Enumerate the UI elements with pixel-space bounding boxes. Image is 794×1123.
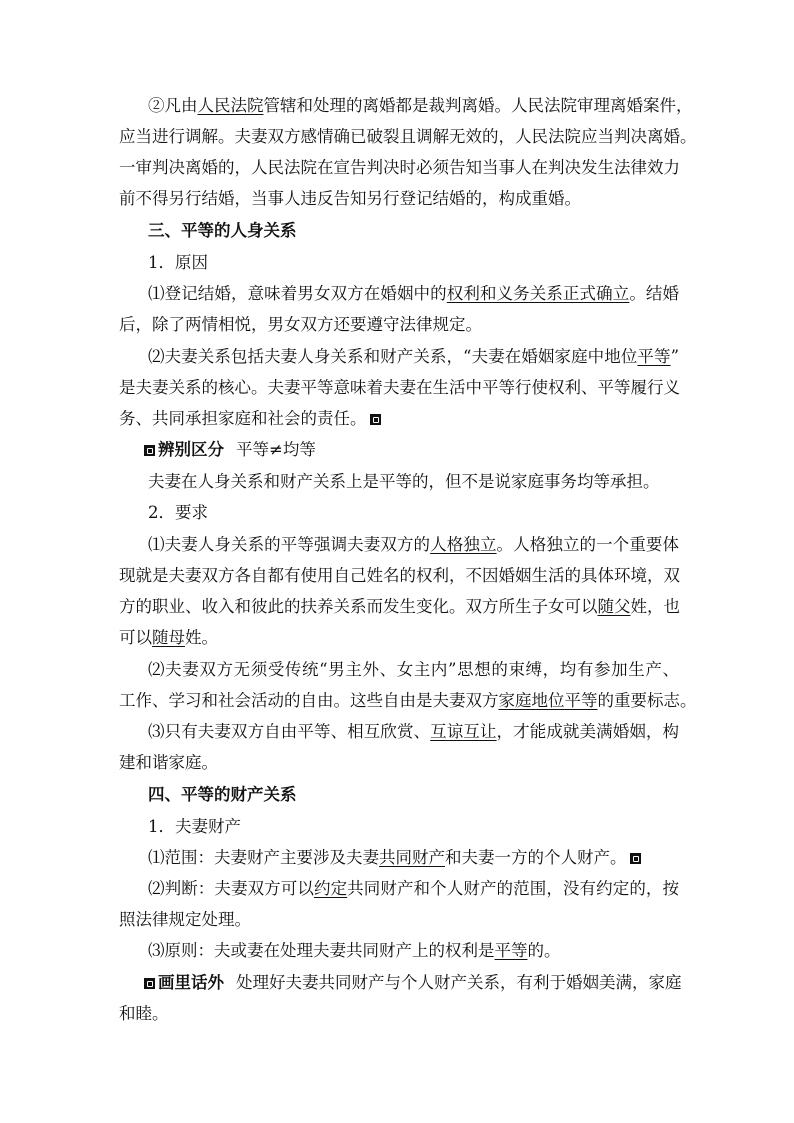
paragraph-line: 前不得另行结婚，当事人违反告知另行登记结婚的，构成重婚。 [119, 189, 581, 208]
text: 工作、学习和社会活动的自由。这些自由是夫妻双方 [119, 691, 499, 710]
note-line [144, 973, 682, 995]
media-marker-icon[interactable] [144, 445, 155, 456]
paragraph-line [119, 691, 697, 713]
underlined-term: 互谅互让 [430, 722, 497, 741]
paragraph-line [148, 535, 679, 557]
subsection-heading: 1．原因 [148, 253, 208, 272]
text: 和夫妻一方的个人财产。 [445, 848, 627, 867]
text: 可以 [119, 628, 152, 647]
paragraph-line: 建和谐家庭。 [119, 753, 218, 772]
paragraph-line [119, 628, 679, 650]
paragraph-line: 一审判决离婚的，人民法院在宣告判决时必须告知当事人在判决发生法律效力 [119, 158, 680, 177]
text: ⑴范围：夫妻财产主要涉及夫妻 [148, 848, 379, 867]
underlined-term: 随母 [152, 628, 185, 647]
paragraph-line [148, 347, 679, 369]
text: 共同财产和个人财产的范围，没有约定的，按 [347, 879, 680, 898]
text: 的。 [527, 941, 561, 960]
paragraph-line: 应当进行调解。夫妻双方感情确已破裂且调解无效的，人民法院应当判决离婚。 [119, 127, 697, 146]
subsection-heading: 1．夫妻财产 [148, 817, 241, 836]
paragraph-line [119, 409, 679, 431]
text: 。结婚 [629, 284, 680, 303]
media-marker-icon[interactable] [630, 853, 641, 864]
text: 姓，也 [630, 597, 680, 616]
text: ⑶原则：夫或妻在处理夫妻共同财产上的权利是 [148, 941, 495, 960]
text: ” [670, 347, 680, 366]
underlined-term: 人格独立 [430, 535, 497, 554]
section-heading: 四、平等的财产关系 [148, 785, 297, 804]
note-text: 和睦。 [119, 1004, 169, 1023]
text: ②凡由 [148, 96, 198, 115]
paragraph-line [148, 96, 693, 118]
underlined-term: 平等 [637, 347, 671, 366]
media-marker-icon[interactable] [144, 978, 155, 989]
paragraph-line: ⑵夫妻双方无须受传统“男主外、女主内”思想的束缚，均有参加生产、 [148, 660, 679, 679]
text: 姓。 [185, 628, 218, 647]
underlined-term: 人民法院 [197, 96, 264, 115]
note-label: 辨别区分 [158, 440, 224, 459]
note-title: 平等≠均等 [236, 440, 316, 459]
underlined-term: 权利和义务关系正式确立 [446, 284, 630, 303]
paragraph-line: 照法律规定处理。 [119, 910, 251, 929]
text: 的重要标志。 [597, 691, 697, 710]
text: 。人格独立的一个重要体 [496, 535, 680, 554]
paragraph-line [148, 284, 679, 306]
text: 方的职业、收入和彼此的扶养关系而发生变化。双方所生子女可以 [119, 597, 598, 616]
paragraph-line: 现就是夫妻双方各自都有使用自己姓名的权利，不因婚姻生活的具体环境，双 [119, 566, 680, 585]
note-label: 画里话外 [158, 973, 224, 992]
paragraph-line: 是夫妻关系的核心。夫妻平等意味着夫妻在生活中平等行使权利、平等履行义 [119, 378, 680, 397]
note-text: 夫妻在人身关系和财产关系上是平等的，但不是说家庭事务均等承担。 [148, 472, 660, 491]
section-heading: 三、平等的人身关系 [148, 221, 297, 240]
paragraph-line [148, 722, 679, 744]
text: ⑴登记结婚，意味着男女双方在婚姻中的 [148, 284, 447, 303]
text: 务、共同承担家庭和社会的责任。 [119, 409, 367, 428]
paragraph-line [148, 848, 679, 870]
text: ⑴夫妻人身关系的平等强调夫妻双方的 [148, 535, 431, 554]
text: ⑵判断：夫妻双方可以 [148, 879, 314, 898]
underlined-term: 平等 [494, 941, 528, 960]
subsection-heading: 2．要求 [148, 503, 208, 522]
underlined-term: 随父 [597, 597, 631, 616]
paragraph-line: 后，除了两情相悦，男女双方还要遵守法律规定。 [119, 315, 482, 334]
text: ，才能成就美满婚姻，构 [496, 722, 680, 741]
text: ⑵夫妻关系包括夫妻人身关系和财产关系，“夫妻在婚姻家庭中地位 [148, 347, 638, 366]
underlined-term: 共同财产 [379, 848, 445, 867]
paragraph-line [148, 879, 679, 901]
paragraph-line [119, 597, 679, 619]
paragraph-line [148, 941, 679, 963]
underlined-term: 约定 [313, 879, 348, 898]
text: 管辖和处理的离婚都是裁判离婚。人民法院审理离婚案件， [263, 96, 693, 115]
text: ⑶只有夫妻双方自由平等、相互欣赏、 [148, 722, 431, 741]
media-marker-icon[interactable] [370, 414, 381, 425]
note-text: 处理好夫妻共同财产与个人财产关系，有利于婚姻美满，家庭 [236, 973, 682, 992]
note-header [144, 440, 679, 462]
underlined-term: 家庭地位平等 [498, 691, 598, 710]
